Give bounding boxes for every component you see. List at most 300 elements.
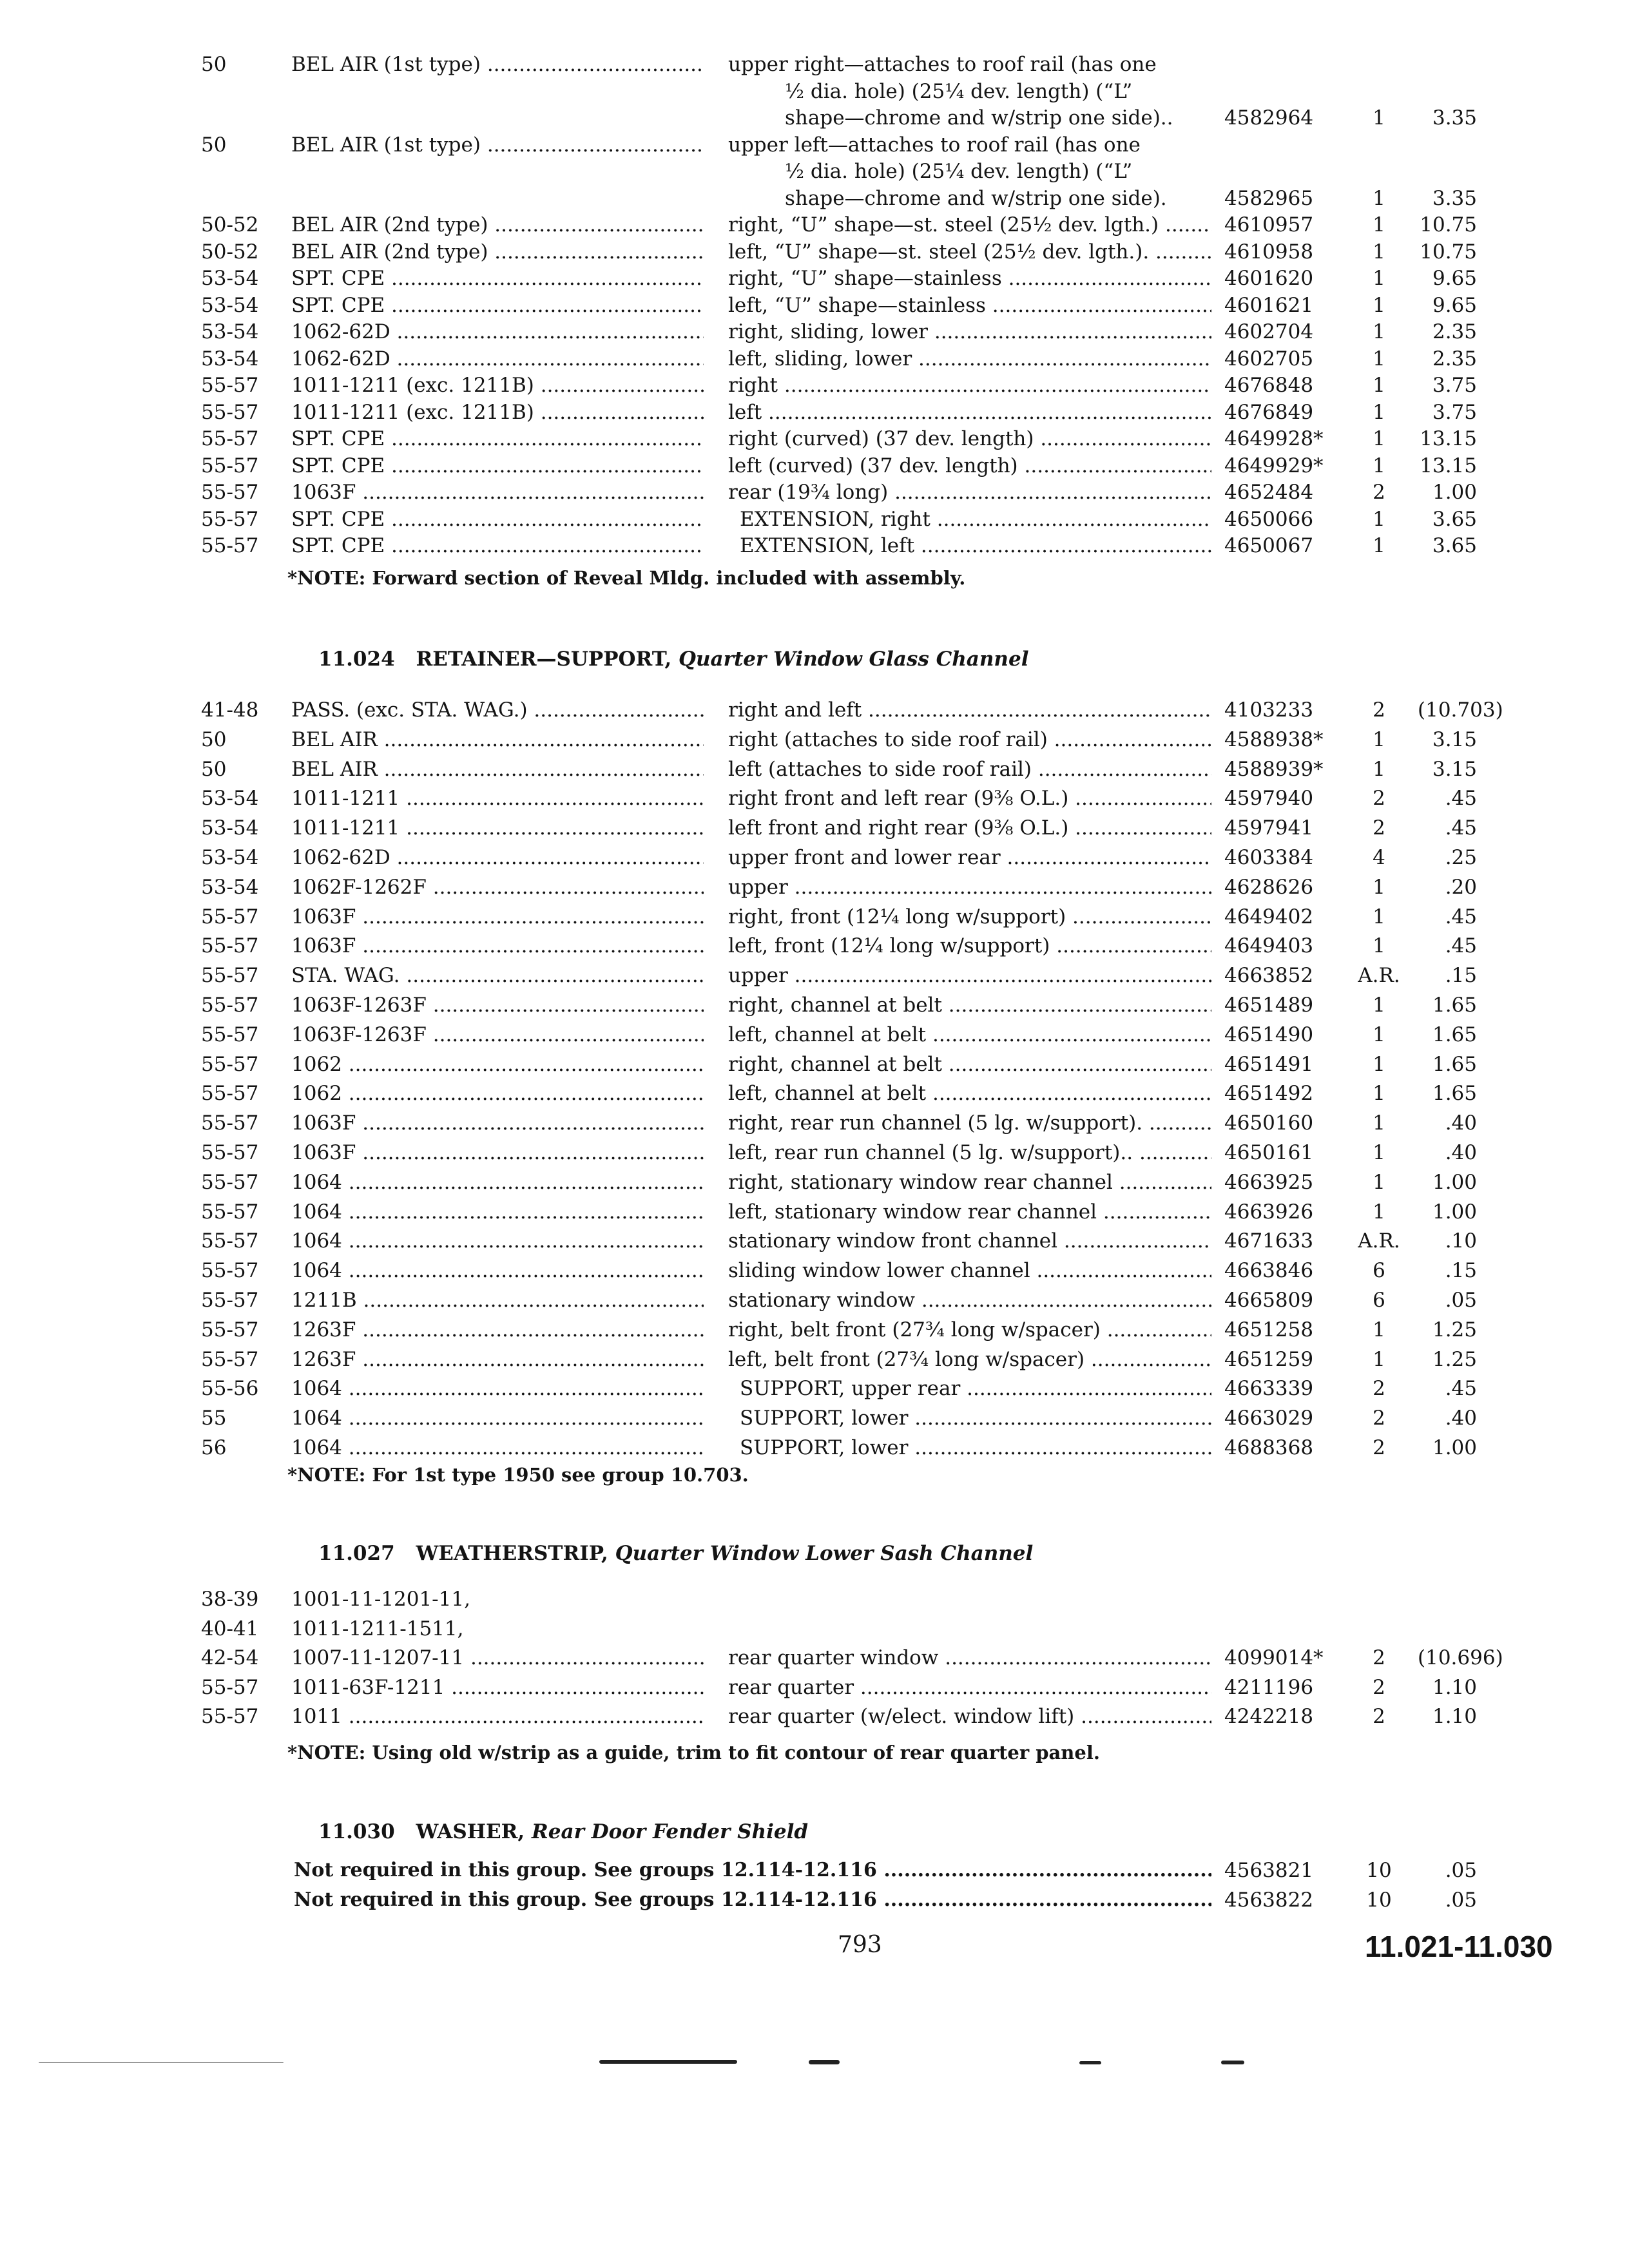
group-number: 11.024	[318, 648, 395, 671]
price-cell: .15	[1445, 1259, 1477, 1283]
years-cell: 55-56	[201, 1377, 259, 1401]
part-number-cell: 4651259	[1224, 1347, 1314, 1371]
description-cell: SUPPORT, upper rear .....	[740, 1375, 1211, 1402]
part-number-cell: 4676849	[1224, 400, 1314, 424]
price-cell: 1.25	[1432, 1347, 1477, 1371]
years-cell: 55-57	[201, 1318, 259, 1341]
quantity-cell: 1	[1373, 507, 1385, 531]
part-row	[0, 1080, 1629, 1107]
years-cell: 53-54	[201, 787, 259, 811]
part-row	[0, 1169, 1629, 1196]
description-cell: upper right—attaches to roof rail (has one	[728, 53, 1157, 76]
model-cell: 1263F .....	[291, 1316, 704, 1343]
description-cell: left .....	[728, 399, 1211, 426]
description-cell: left, sliding, lower .....	[728, 345, 1211, 372]
model-cell: 1062 .....	[291, 1080, 704, 1107]
quantity-cell: 1	[1373, 1141, 1385, 1164]
description-cell: right, channel at belt .....	[728, 1051, 1211, 1078]
price-cell: 1.10	[1432, 1675, 1477, 1699]
price-cell: 10.75	[1420, 213, 1477, 236]
description-cell: left (curved) (37 dev. length) .....	[728, 452, 1211, 479]
description-cell: sliding window lower channel .....	[728, 1257, 1211, 1284]
model-cell: SPT. CPE .....	[291, 265, 704, 292]
description-cell: left, “U” shape—stainless .....	[728, 292, 1211, 319]
quantity-cell: 1	[1373, 427, 1385, 450]
part-number-cell: 4671633	[1224, 1229, 1314, 1253]
description-cell: EXTENSION, left .....	[740, 532, 1211, 559]
model-cell: BEL AIR (2nd type) .....	[291, 211, 704, 238]
part-row	[0, 399, 1629, 426]
model-cell: 1062-62D .....	[291, 318, 704, 345]
price-cell: 1.25	[1432, 1318, 1477, 1341]
model-cell: 1062 .....	[291, 1051, 704, 1078]
quantity-cell: 1	[1373, 1200, 1385, 1224]
price-cell: (10.703)	[1418, 698, 1503, 722]
part-row	[0, 1857, 1629, 1884]
part-number-cell: 4665809	[1224, 1289, 1314, 1312]
part-number-cell: 4652484	[1224, 481, 1314, 504]
price-cell: .45	[1445, 934, 1477, 958]
price-cell: 1.10	[1432, 1705, 1477, 1728]
price-cell: .05	[1445, 1859, 1477, 1882]
part-row	[0, 814, 1629, 841]
part-number-cell: 4563821	[1224, 1859, 1314, 1882]
description-cell: right, stationary window rear channel .....	[728, 1169, 1211, 1196]
price-cell: 1.65	[1432, 1052, 1477, 1076]
quantity-cell: 1	[1373, 727, 1385, 751]
years-cell: 55-57	[201, 1347, 259, 1371]
part-number-cell: 4649928*	[1224, 427, 1324, 450]
description-cell: shape—chrome and w/strip one side).	[785, 186, 1167, 210]
quantity-cell: 1	[1373, 1023, 1385, 1046]
model-cell: 1011-1211 (exc. 1211B) .....	[291, 399, 704, 426]
group-number: 11.030	[318, 1820, 395, 1843]
price-cell: 3.35	[1432, 186, 1477, 210]
section-range: 11.021-11.030	[1365, 1930, 1553, 1963]
description-cell: right (attaches to side roof rail) .....	[728, 726, 1211, 753]
quantity-cell: 10	[1366, 1859, 1392, 1882]
quantity-cell: 2	[1373, 1675, 1385, 1699]
part-number-cell: 4588938*	[1224, 727, 1324, 751]
model-cell: 1007-11-1207-11 .....	[291, 1644, 704, 1671]
part-row	[0, 932, 1629, 959]
part-number-cell: 4628626	[1224, 875, 1314, 899]
part-number-cell: 4602704	[1224, 320, 1314, 343]
description-cell: right (curved) (37 dev. length) .....	[728, 425, 1211, 452]
part-row	[0, 1703, 1629, 1730]
quantity-cell: 1	[1373, 994, 1385, 1017]
reference-text: Not required in this group. See groups 12.114-12.116 .....	[294, 1887, 1211, 1914]
description-cell: right, “U” shape—stainless .....	[728, 265, 1211, 292]
quantity-cell: 1	[1373, 1082, 1385, 1106]
part-row	[0, 1887, 1629, 1914]
quantity-cell: 2	[1373, 1705, 1385, 1728]
description-cell: SUPPORT, lower .....	[740, 1434, 1211, 1461]
part-row-continuation	[0, 185, 1629, 212]
description-cell: rear (19¾ long) .....	[728, 479, 1211, 506]
part-row	[0, 51, 1629, 78]
group-subtitle: Rear Door Fender Shield	[532, 1820, 809, 1843]
price-cell: .05	[1445, 1888, 1477, 1912]
quantity-cell: 1	[1373, 293, 1385, 317]
part-number-cell: 4649403	[1224, 934, 1314, 958]
model-cell: 1064 .....	[291, 1227, 704, 1254]
description-cell: rear quarter .....	[728, 1674, 1211, 1701]
part-number-cell: 4603384	[1224, 846, 1314, 869]
part-row	[0, 962, 1629, 989]
model-cell: 1064 .....	[291, 1434, 704, 1461]
model-cell: BEL AIR .....	[291, 756, 704, 783]
quantity-cell: A.R.	[1358, 1229, 1400, 1253]
part-number-cell: 4651489	[1224, 994, 1314, 1017]
part-row	[0, 1434, 1629, 1461]
part-number-cell: 4676848	[1224, 374, 1314, 397]
description-cell: upper front and lower rear .....	[728, 844, 1211, 871]
price-cell: 9.65	[1432, 267, 1477, 290]
description-cell: shape—chrome and w/strip one side)..	[785, 106, 1173, 130]
page-number: 793	[838, 1932, 882, 1958]
quantity-cell: 1	[1373, 240, 1385, 264]
part-number-cell: 4211196	[1224, 1675, 1314, 1699]
note-reveal-molding: *NOTE: Forward section of Reveal Mldg. included with assembly.	[287, 567, 966, 589]
part-row	[0, 1198, 1629, 1225]
part-row	[0, 1644, 1629, 1671]
quantity-cell: 1	[1373, 1347, 1385, 1371]
years-cell: 50	[201, 757, 227, 781]
years-cell: 42-54	[201, 1646, 259, 1669]
model-cell: 1063F-1263F .....	[291, 992, 704, 1019]
model-cell: SPT. CPE .....	[291, 425, 704, 452]
description-cell: right .....	[728, 372, 1211, 399]
description-cell: left front and right rear (9⅜ O.L.) .....	[728, 814, 1211, 841]
model-cell: 1211B .....	[291, 1287, 704, 1314]
group-title: WEATHERSTRIP,	[416, 1542, 608, 1565]
quantity-cell: 1	[1373, 454, 1385, 477]
years-cell: 55-57	[201, 454, 259, 477]
part-number-cell: 4663029	[1224, 1407, 1314, 1430]
years-cell: 55-57	[201, 905, 259, 928]
part-row	[0, 238, 1629, 265]
note-1st-type-1950: *NOTE: For 1st type 1950 see group 10.703.	[287, 1464, 749, 1486]
price-cell: 3.75	[1432, 374, 1477, 397]
price-cell: .25	[1445, 846, 1477, 869]
price-cell: 1.65	[1432, 994, 1477, 1017]
description-cell: left, rear run channel (5 lg. w/support).. .....	[728, 1139, 1211, 1166]
group-title: WASHER,	[416, 1820, 525, 1843]
part-row	[0, 1021, 1629, 1048]
part-row	[0, 479, 1629, 506]
group-heading-11-030	[318, 1817, 808, 1847]
part-number-cell: 4103233	[1224, 698, 1314, 722]
years-cell: 40-41	[201, 1617, 259, 1640]
price-cell: 1.00	[1432, 481, 1477, 504]
part-row	[0, 318, 1629, 345]
part-row	[0, 292, 1629, 319]
part-row	[0, 1227, 1629, 1254]
model-cell: PASS. (exc. STA. WAG.) .....	[291, 697, 704, 724]
description-cell: right, sliding, lower .....	[728, 318, 1211, 345]
part-number-cell: 4651258	[1224, 1318, 1314, 1341]
description-cell: left, channel at belt .....	[728, 1080, 1211, 1107]
part-number-cell: 4242218	[1224, 1705, 1314, 1728]
part-row	[0, 1257, 1629, 1284]
description-cell: ½ dia. hole) (25¼ dev. length) (“L”	[785, 79, 1133, 103]
years-cell: 55	[201, 1407, 227, 1430]
description-cell: rear quarter (w/elect. window lift) .....	[728, 1703, 1211, 1730]
years-cell: 53-54	[201, 347, 259, 370]
model-cell: 1011-63F-1211 .....	[291, 1674, 704, 1701]
description-cell: ½ dia. hole) (25¼ dev. length) (“L”	[785, 160, 1133, 183]
price-cell: 2.35	[1432, 347, 1477, 370]
price-cell: (10.696)	[1418, 1646, 1503, 1669]
quantity-cell: 2	[1373, 787, 1385, 811]
part-row	[0, 211, 1629, 238]
part-number-cell: 4650161	[1224, 1141, 1314, 1164]
years-cell: 41-48	[201, 698, 259, 722]
model-cell: SPT. CPE .....	[291, 532, 704, 559]
description-cell: right, channel at belt .....	[728, 992, 1211, 1019]
price-cell: .15	[1445, 964, 1477, 988]
model-cell: BEL AIR (2nd type) .....	[291, 238, 704, 265]
part-number-cell: 4601621	[1224, 293, 1314, 317]
part-row	[0, 1110, 1629, 1137]
note-weatherstrip-trim: *NOTE: Using old w/strip as a guide, trim to fit contour of rear quarter panel.	[287, 1742, 1100, 1763]
description-cell: left, belt front (27¾ long w/spacer) .....	[728, 1346, 1211, 1373]
part-row	[0, 1139, 1629, 1166]
part-row	[0, 345, 1629, 372]
group-subtitle: Quarter Window Lower Sash Channel	[615, 1542, 1034, 1565]
price-cell: 3.65	[1432, 534, 1477, 557]
part-row	[0, 1287, 1629, 1314]
part-number-cell: 4610957	[1224, 213, 1314, 236]
quantity-cell: 1	[1373, 905, 1385, 928]
years-cell: 55-57	[201, 1052, 259, 1076]
quantity-cell: A.R.	[1358, 964, 1400, 988]
group-subtitle: Quarter Window Glass Channel	[679, 648, 1029, 671]
description-cell: stationary window .....	[728, 1287, 1211, 1314]
model-cell: 1064 .....	[291, 1169, 704, 1196]
model-cell: BEL AIR .....	[291, 726, 704, 753]
part-row-continuation	[0, 78, 1629, 105]
years-cell: 55-57	[201, 1259, 259, 1283]
years-cell: 53-54	[201, 293, 259, 317]
years-cell: 56	[201, 1436, 227, 1459]
part-row	[0, 785, 1629, 812]
part-number-cell: 4597940	[1224, 787, 1314, 811]
model-cell: 1062-62D .....	[291, 345, 704, 372]
model-cell: BEL AIR (1st type) .....	[291, 51, 704, 78]
years-cell: 55-57	[201, 1289, 259, 1312]
years-cell: 55-57	[201, 964, 259, 988]
description-cell: left, stationary window rear channel .....	[728, 1198, 1211, 1225]
part-row	[0, 425, 1629, 452]
quantity-cell: 2	[1373, 1407, 1385, 1430]
part-number-cell: 4663339	[1224, 1377, 1314, 1401]
years-cell: 50-52	[201, 240, 259, 264]
part-number-cell: 4663925	[1224, 1170, 1314, 1194]
part-row	[0, 1316, 1629, 1343]
quantity-cell: 1	[1373, 1318, 1385, 1341]
quantity-cell: 1	[1373, 106, 1385, 130]
part-number-cell: 4663846	[1224, 1259, 1314, 1283]
part-row	[0, 131, 1629, 159]
years-cell: 53-54	[201, 875, 259, 899]
price-cell: 3.15	[1432, 727, 1477, 751]
part-number-cell: 4651492	[1224, 1082, 1314, 1106]
quantity-cell: 6	[1373, 1289, 1385, 1312]
model-cell: SPT. CPE .....	[291, 452, 704, 479]
part-number-cell: 4649929*	[1224, 454, 1324, 477]
description-cell: SUPPORT, lower .....	[740, 1405, 1211, 1432]
price-cell: .10	[1445, 1229, 1477, 1253]
price-cell: 2.35	[1432, 320, 1477, 343]
quantity-cell: 2	[1373, 1377, 1385, 1401]
price-cell: 1.65	[1432, 1023, 1477, 1046]
part-row	[0, 452, 1629, 479]
quantity-cell: 1	[1373, 213, 1385, 236]
part-row	[0, 756, 1629, 783]
years-cell: 55-57	[201, 1229, 259, 1253]
quantity-cell: 6	[1373, 1259, 1385, 1283]
part-number-cell: 4563822	[1224, 1888, 1314, 1912]
price-cell: 1.00	[1432, 1436, 1477, 1459]
years-cell: 53-54	[201, 816, 259, 840]
quantity-cell: 1	[1373, 267, 1385, 290]
description-cell: stationary window front channel .....	[728, 1227, 1211, 1254]
part-number-cell: 4649402	[1224, 905, 1314, 928]
description-cell: left, “U” shape—st. steel (25½ dev. lgth.). .....	[728, 238, 1211, 265]
quantity-cell: 1	[1373, 374, 1385, 397]
model-cell: 1011-1211-1511,	[291, 1617, 464, 1640]
years-cell: 55-57	[201, 1141, 259, 1164]
years-cell: 55-57	[201, 1200, 259, 1224]
part-row	[0, 1051, 1629, 1078]
quantity-cell: 1	[1373, 1170, 1385, 1194]
price-cell: 13.15	[1420, 454, 1477, 477]
part-row	[0, 874, 1629, 901]
years-cell: 55-57	[201, 1023, 259, 1046]
years-cell: 53-54	[201, 320, 259, 343]
years-cell: 50	[201, 727, 227, 751]
description-cell: upper .....	[728, 874, 1211, 901]
part-row	[0, 903, 1629, 930]
quantity-cell: 2	[1373, 698, 1385, 722]
part-number-cell: 4650067	[1224, 534, 1314, 557]
model-cell: 1063F .....	[291, 932, 704, 959]
quantity-cell: 2	[1373, 816, 1385, 840]
model-cell: 1063F .....	[291, 479, 704, 506]
price-cell: .40	[1445, 1141, 1477, 1164]
description-cell: right, front (12¼ long w/support) .....	[728, 903, 1211, 930]
price-cell: 3.75	[1432, 400, 1477, 424]
model-cell: SPT. CPE .....	[291, 292, 704, 319]
model-cell: 1063F .....	[291, 903, 704, 930]
model-cell: 1063F-1263F .....	[291, 1021, 704, 1048]
part-row	[0, 532, 1629, 559]
years-cell: 55-57	[201, 1082, 259, 1106]
part-number-cell: 4099014*	[1224, 1646, 1324, 1669]
price-cell: 1.00	[1432, 1200, 1477, 1224]
years-cell: 55-57	[201, 994, 259, 1017]
part-row	[0, 726, 1629, 753]
quantity-cell: 1	[1373, 757, 1385, 781]
description-cell: left, front (12¼ long w/support) .....	[728, 932, 1211, 959]
group-number: 11.027	[318, 1542, 395, 1565]
part-row	[0, 1346, 1629, 1373]
description-cell: right, rear run channel (5 lg. w/support). .....	[728, 1110, 1211, 1137]
part-number-cell: 4582964	[1224, 106, 1314, 130]
quantity-cell: 1	[1373, 1052, 1385, 1076]
model-cell: 1011-1211 .....	[291, 814, 704, 841]
group-title: RETAINER—SUPPORT,	[416, 648, 672, 671]
part-number-cell: 4663852	[1224, 964, 1314, 988]
quantity-cell: 10	[1366, 1888, 1392, 1912]
part-number-cell: 4650066	[1224, 507, 1314, 531]
part-number-cell: 4602705	[1224, 347, 1314, 370]
years-cell: 55-57	[201, 1675, 259, 1699]
price-cell: .45	[1445, 1377, 1477, 1401]
description-cell: right, “U” shape—st. steel (25½ dev. lgth.) .....	[728, 211, 1211, 238]
years-cell: 55-57	[201, 934, 259, 958]
group-heading-11-027	[318, 1539, 1033, 1568]
years-cell: 55-57	[201, 1111, 259, 1135]
quantity-cell: 4	[1373, 846, 1385, 869]
description-cell: upper left—attaches to roof rail (has one	[728, 133, 1141, 157]
years-cell: 53-54	[201, 846, 259, 869]
years-cell: 55-57	[201, 400, 259, 424]
quantity-cell: 2	[1373, 1646, 1385, 1669]
description-cell: right front and left rear (9⅜ O.L.) .....	[728, 785, 1211, 812]
price-cell: .40	[1445, 1111, 1477, 1135]
quantity-cell: 2	[1373, 1436, 1385, 1459]
quantity-cell: 1	[1373, 186, 1385, 210]
years-cell: 55-57	[201, 1170, 259, 1194]
description-cell: right, belt front (27¾ long w/spacer) .....	[728, 1316, 1211, 1343]
part-number-cell: 4597941	[1224, 816, 1314, 840]
quantity-cell: 1	[1373, 534, 1385, 557]
model-cell: 1064 .....	[291, 1198, 704, 1225]
model-cell: 1062-62D .....	[291, 844, 704, 871]
model-cell: 1062F-1262F .....	[291, 874, 704, 901]
price-cell: .40	[1445, 1407, 1477, 1430]
years-cell: 53-54	[201, 267, 259, 290]
part-number-cell: 4663926	[1224, 1200, 1314, 1224]
part-number-cell: 4651491	[1224, 1052, 1314, 1076]
price-cell: 3.35	[1432, 106, 1477, 130]
model-cell: 1063F .....	[291, 1139, 704, 1166]
model-cell: 1064 .....	[291, 1375, 704, 1402]
model-cell: 1063F .....	[291, 1110, 704, 1137]
years-cell: 50	[201, 53, 227, 76]
part-number-cell: 4582965	[1224, 186, 1314, 210]
years-cell: 55-57	[201, 534, 259, 557]
reference-text: Not required in this group. See groups 12.114-12.116 .....	[294, 1857, 1211, 1884]
part-number-cell: 4588939*	[1224, 757, 1324, 781]
quantity-cell: 1	[1373, 347, 1385, 370]
years-cell: 50	[201, 133, 227, 157]
part-row	[0, 1586, 1629, 1613]
part-number-cell: 4610958	[1224, 240, 1314, 264]
price-cell: 10.75	[1420, 240, 1477, 264]
price-cell: .45	[1445, 905, 1477, 928]
price-cell: 3.15	[1432, 757, 1477, 781]
part-row	[0, 506, 1629, 533]
years-cell: 38-39	[201, 1588, 259, 1611]
part-row	[0, 1405, 1629, 1432]
part-row	[0, 1674, 1629, 1701]
quantity-cell: 1	[1373, 875, 1385, 899]
model-cell: 1011-1211 .....	[291, 785, 704, 812]
